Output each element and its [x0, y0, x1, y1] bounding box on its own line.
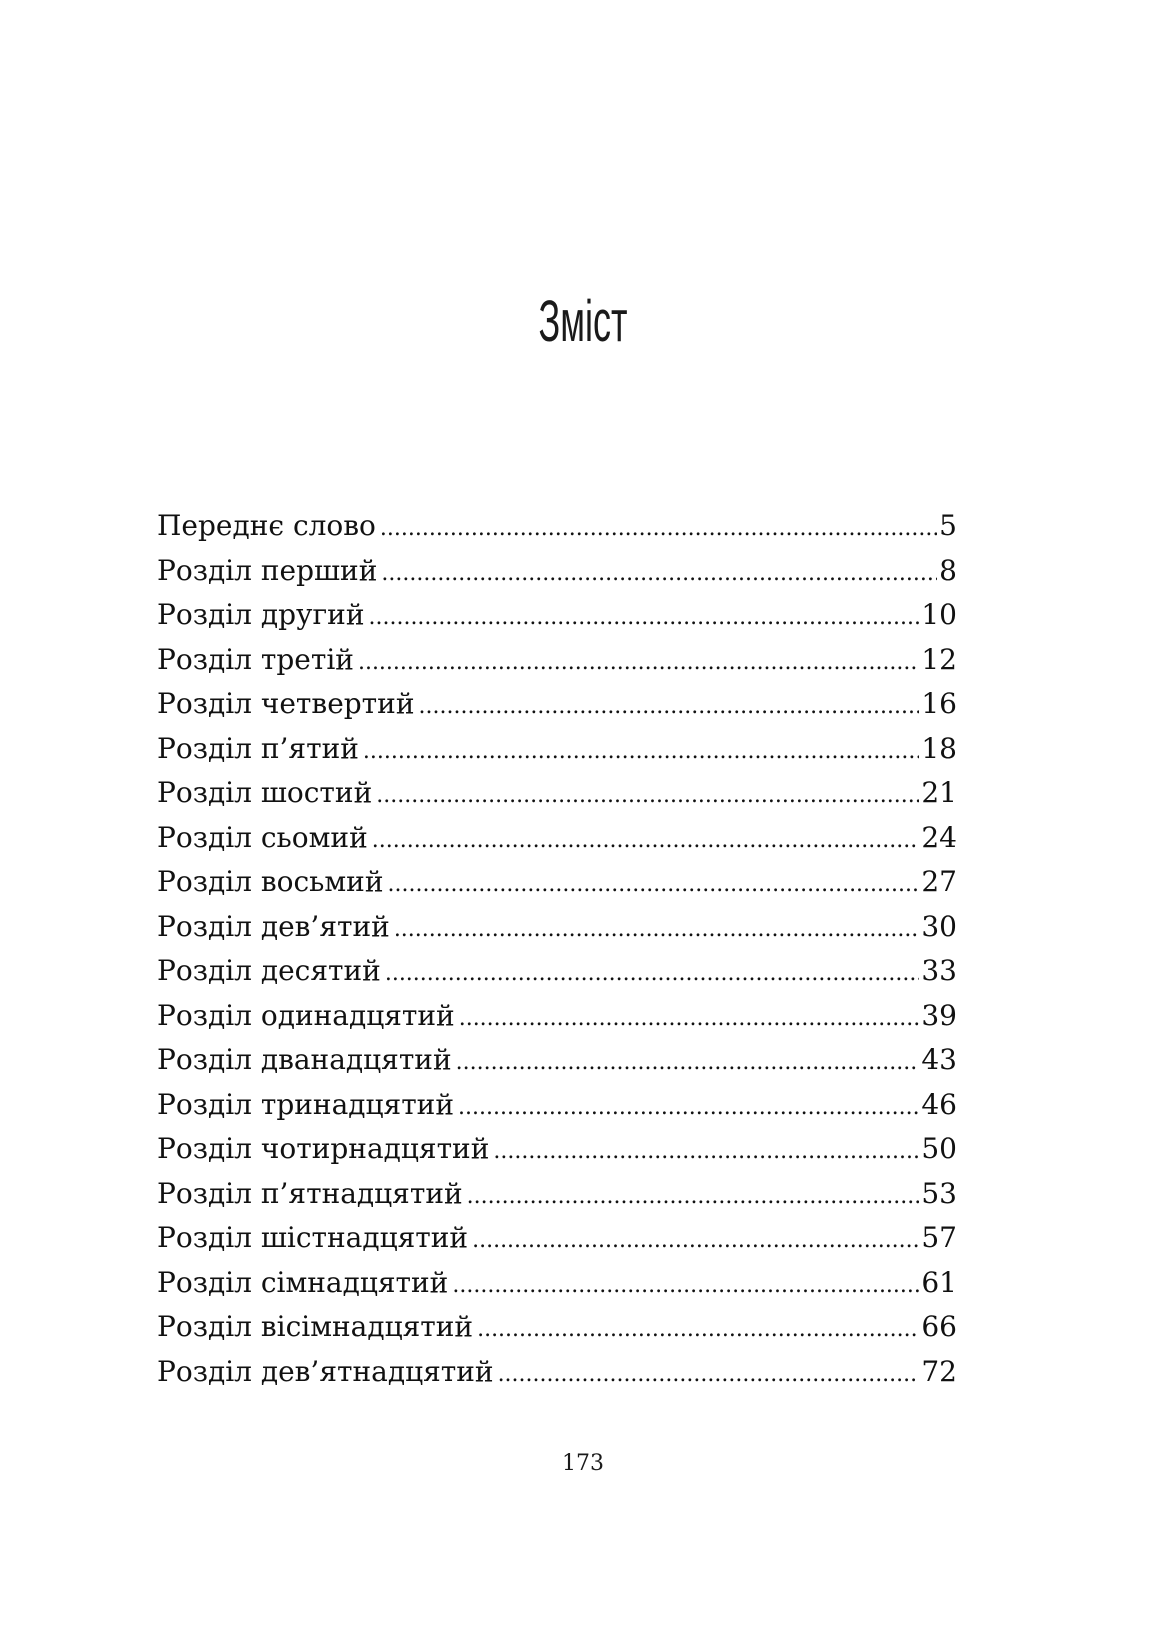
toc-dot-leader	[477, 1309, 919, 1348]
toc-dot-leader	[368, 597, 919, 636]
toc-dot-leader	[388, 864, 920, 903]
toc-dot-leader	[380, 508, 937, 547]
toc-entry[interactable]	[157, 1265, 957, 1310]
toc-dot-leader	[452, 1265, 919, 1304]
toc-dot-leader	[498, 1354, 920, 1393]
toc-entry-label: Розділ чотирнадцятий	[157, 1132, 490, 1165]
toc-entry-page: 33	[921, 954, 957, 987]
toc-entry-label: Розділ вісімнадцятий	[157, 1310, 474, 1343]
toc-entry[interactable]	[157, 909, 957, 954]
toc-dot-leader	[394, 909, 920, 948]
toc-entry[interactable]	[157, 597, 957, 642]
toc-entry-page: 30	[921, 909, 957, 943]
toc-entry-label: Розділ дев’ятий	[157, 909, 390, 943]
toc-dot-leader	[363, 731, 919, 770]
toc-entry[interactable]	[157, 508, 957, 553]
toc-entry[interactable]	[157, 1087, 957, 1132]
toc-entry-label: Розділ дванадцятий	[157, 1043, 452, 1076]
toc-dot-leader	[467, 1176, 920, 1215]
toc-entry[interactable]	[157, 1220, 957, 1265]
toc-entry-page: 39	[921, 998, 957, 1032]
toc-entry-page: 12	[921, 642, 957, 676]
toc-entry-label: Розділ шостий	[157, 776, 373, 809]
toc-entry-page: 27	[921, 865, 957, 898]
toc-dot-leader	[381, 553, 937, 592]
toc-entry-label: Розділ сьомий	[157, 820, 368, 854]
toc-entry-page: 53	[921, 1176, 957, 1210]
page-number: 173	[562, 1451, 604, 1476]
toc-entry-page: 16	[921, 687, 957, 720]
toc-entry-page: 21	[921, 776, 957, 809]
toc-entry[interactable]	[157, 864, 957, 909]
toc-entry-label: Розділ тринадцятий	[157, 1087, 455, 1121]
table-of-contents	[157, 508, 957, 1398]
toc-dot-leader	[493, 1131, 919, 1170]
toc-entry-page: 43	[921, 1043, 957, 1076]
toc-dot-leader	[358, 642, 919, 681]
toc-entry-page: 50	[921, 1132, 957, 1165]
toc-entry[interactable]	[157, 1176, 957, 1221]
toc-entry[interactable]	[157, 731, 957, 776]
toc-entry-label: Розділ одинадцятий	[157, 998, 455, 1032]
toc-entry-label: Переднє слово	[157, 509, 376, 542]
toc-dot-leader	[385, 953, 920, 992]
toc-entry-page: 18	[921, 731, 957, 765]
toc-dot-leader	[419, 686, 920, 725]
toc-entry-label: Розділ третій	[157, 642, 354, 676]
toc-entry[interactable]	[157, 686, 957, 731]
toc-entry[interactable]	[157, 642, 957, 687]
toc-entry-page: 24	[921, 820, 957, 854]
toc-entry-label: Розділ п’ятий	[157, 731, 359, 765]
toc-entry-label: Розділ п’ятнадцятий	[157, 1176, 463, 1210]
toc-entry-page: 46	[921, 1087, 957, 1121]
toc-entry-page: 8	[939, 553, 957, 587]
toc-entry[interactable]	[157, 998, 957, 1043]
toc-entry-label: Розділ перший	[157, 553, 378, 587]
toc-entry[interactable]	[157, 820, 957, 865]
toc-entry[interactable]	[157, 1309, 957, 1354]
page-title: Зміст	[538, 288, 628, 354]
toc-entry-label: Розділ дев’ятнадцятий	[157, 1354, 494, 1388]
toc-entry-label: Розділ четвертий	[157, 687, 415, 720]
toc-dot-leader	[456, 1042, 920, 1081]
toc-dot-leader	[458, 1087, 919, 1126]
toc-entry-page: 66	[921, 1310, 957, 1343]
toc-entry-label: Розділ сімнадцятий	[157, 1265, 449, 1299]
toc-dot-leader	[472, 1220, 919, 1259]
toc-entry-page: 72	[921, 1354, 957, 1388]
toc-entry-page: 61	[921, 1265, 957, 1299]
toc-entry[interactable]	[157, 1131, 957, 1176]
toc-dot-leader	[459, 998, 920, 1037]
toc-entry-page: 5	[939, 509, 957, 542]
toc-entry[interactable]	[157, 775, 957, 820]
toc-entry[interactable]	[157, 553, 957, 598]
toc-entry[interactable]	[157, 953, 957, 998]
toc-entry-label: Розділ восьмий	[157, 865, 384, 898]
toc-entry[interactable]	[157, 1042, 957, 1087]
toc-entry-page: 10	[921, 598, 957, 631]
toc-entry-label: Розділ десятий	[157, 954, 381, 987]
toc-entry[interactable]	[157, 1354, 957, 1399]
toc-entry-label: Розділ шістнадцятий	[157, 1221, 469, 1254]
toc-entry-page: 57	[921, 1221, 957, 1254]
toc-dot-leader	[372, 820, 920, 859]
toc-dot-leader	[376, 775, 919, 814]
toc-entry-label: Розділ другий	[157, 598, 365, 631]
